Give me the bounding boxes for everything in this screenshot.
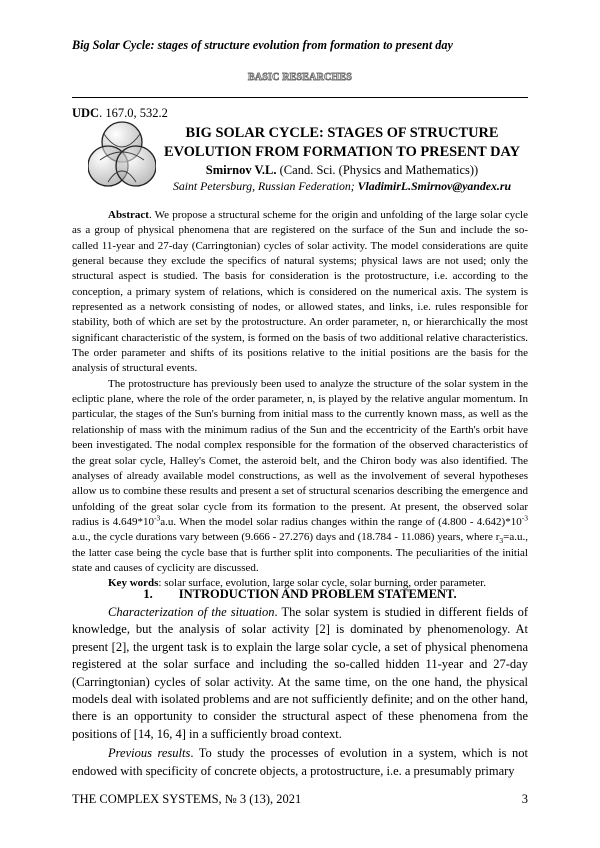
section-number: 1. [143, 587, 153, 601]
abstract-text-2a: The protostructure has previously been used to analyze the structure of the solar system in the ecliptic plane, where the role of the order parameter, n, is played by the relative angular momentum. In particular, the stages of the Sun's burning from initial mass to the currently known mass, as well as the relationship of mass with the minimum radius of the Sun and the eccentricity of the Earth's orbit have been investigated. The nodal complex responsible for the formation of the observed characteristics of the great solar cycle, Halley's Comet, the asteroid belt, and the Chiron body was also identified. The analyses of already available model constructions, as well as the involvement of several hypotheses allow us to combine these results and present a set of structural scenarios describing the emergence and unfolding of the great solar cycle from its formation to the present. At present, the observed solar radius is 4.649*10 [72, 377, 528, 528]
abstract-sup-2: -3 [521, 513, 528, 523]
header-rule [72, 97, 528, 98]
journal-logo [88, 120, 156, 195]
footer-journal: THE COMPLEX SYSTEMS, № 3 (13), 2021 [72, 792, 302, 806]
running-head: Big Solar Cycle: stages of structure evolution from formation to present day [72, 38, 453, 52]
abstract-sup-1: -3 [154, 513, 161, 523]
author-name: Smirnov V.L. [205, 163, 277, 177]
abstract-text-2b: a.u. When the model solar radius changes within the range of (4.800 - 4.642)*10 [160, 515, 522, 528]
abstract [72, 208, 528, 592]
section-title: INTRODUCTION AND PROBLEM STATEMENT. [178, 587, 457, 601]
affiliation-line [162, 179, 522, 194]
abstract-label: Abstract [108, 209, 149, 221]
section-tag: BASIC RESEARCHES [247, 72, 353, 83]
udc-line [72, 106, 168, 121]
abstract-text-2d: =a.u., the latter case being the cycle base that is further split into components. The peculiarities of the initial state and causes of cyclicity are discussed. [72, 531, 528, 574]
abstract-paragraph-1 [72, 208, 528, 377]
body-text [72, 604, 528, 780]
affiliation-place: Saint Petersburg, Russian Federation; [172, 179, 358, 193]
udc-value: . 167.0, 532.2 [99, 106, 168, 120]
body-text-2: . To study the processes of evolution in a system, which is not endowed with specificity of concrete objects, a protostructure, i.e. a presumably primary [72, 746, 529, 778]
udc-label: UDC [72, 106, 100, 120]
body-lead-1: Characterization of the situation [108, 605, 275, 619]
author-line [162, 163, 522, 178]
section-heading [72, 587, 528, 602]
body-lead-2: Previous results [108, 746, 191, 761]
body-paragraph-2 [72, 745, 528, 780]
keywords-text: : solar surface, evolution, large solar cycle, solar burning, order parameter. [158, 577, 486, 590]
page-number: 3 [521, 792, 528, 806]
abstract-sub: 3 [499, 536, 504, 546]
keywords-label: Key words [108, 577, 159, 590]
abstract-text-2c: a.u., the cycle durations vary between (9.666 - 27.276) days and (18.784 - 11.086) years, where r [72, 531, 500, 544]
body-text-1: . The solar system is studied in different fields of knowledge, but the analysis of solar activity [2] is dominated by phenomenology. At present [2], the urgent task is to explain the large solar cycle, a set of physical phenomena registered at the solar surface and including the so-called hidden 11-year and 27-day (Carringtonian) cycles of solar activity. At the same time, on the one hand, the physical models deal with isolated problems and are not sufficiently definite; and on the other hand, there is an opportunity to consider the structural aspect of these phenomena from the positions of [14, 16, 4] in a sufficiently broad context. [72, 605, 528, 741]
author-degree: (Cand. Sci. (Physics and Mathematics)) [276, 163, 479, 177]
paper-title: BIG SOLAR CYCLE: STAGES OF STRUCTURE EVOLUTION FROM FORMATION TO PRESENT DAY [164, 125, 520, 160]
abstract-text-1: . We propose a structural scheme for the origin and unfolding of the large solar cycle as a group of physical phenomena that are registered on the surface of the Sun and include the so-called 11-year and 27-day (Carringtonian) cycles of solar activity. The model considerations are quite general because they exclude the specifics of natural systems; physical laws are not used; only the structural aspect is studied. The basis for consideration is the protostructure, i.e. according to the conception, a primary system of relations, which is considered on the numerical axis. The system is represented as a network consisting of nodes, or allowed states, and links, i.e. rules responsible for stability, both of which are set by the protostructure. An order parameter, n, or hierarchically the most significant characteristic of the system, is formed on the basis of two additional relative characteristics. The order parameter and shifts of its positions relative to the initial positions are the basis for the analysis of structural events. [72, 209, 528, 375]
author-email: VladimirL.Smirnov@yandex.ru [357, 179, 512, 193]
abstract-paragraph-2 [72, 377, 528, 576]
body-paragraph-1 [72, 604, 528, 743]
